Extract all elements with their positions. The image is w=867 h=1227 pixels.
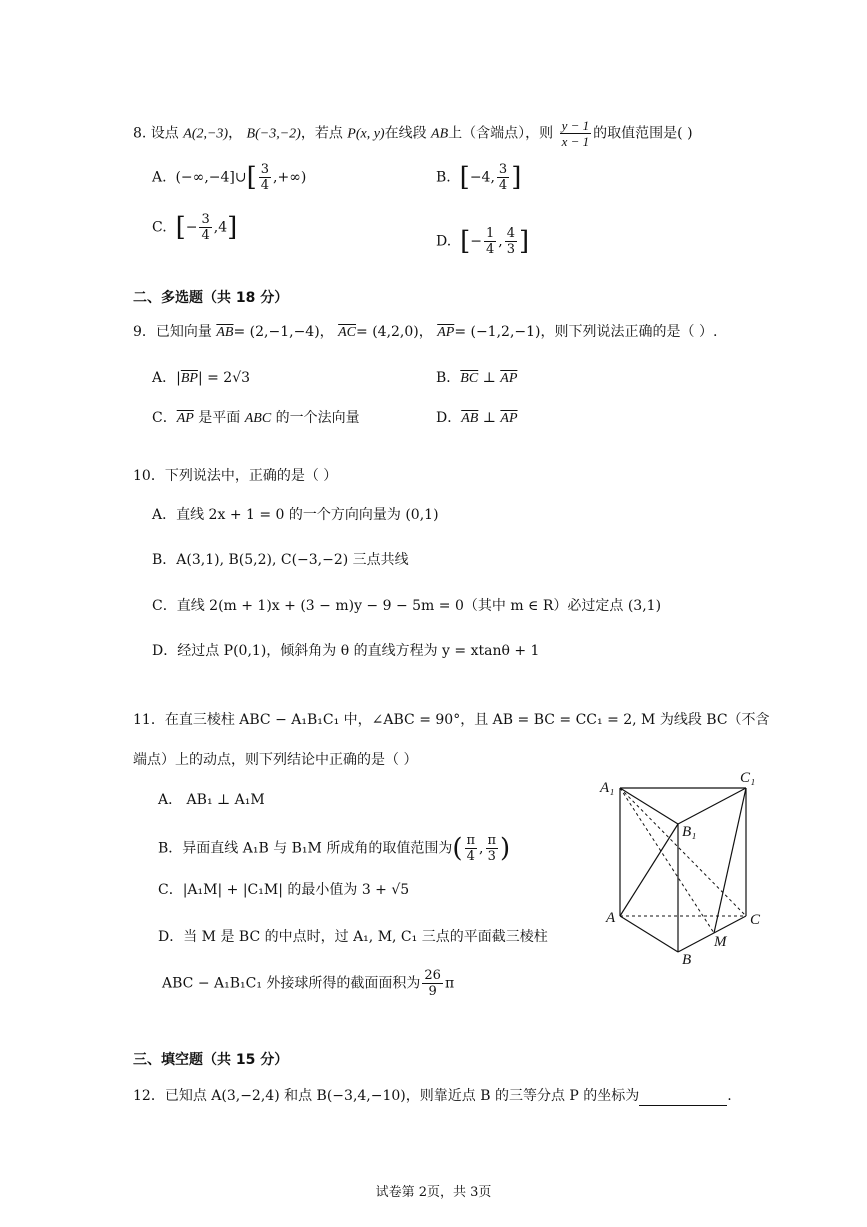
segment-a1m-hidden (620, 788, 714, 933)
label-a: A (606, 910, 616, 926)
option-text: = 2√3 (207, 370, 251, 386)
option-label: C． (152, 410, 177, 426)
edge-a1b1 (620, 788, 678, 824)
frac-num: 3 (201, 212, 210, 227)
vector-ap: $\overline{AP}$ (437, 325, 455, 340)
q8-stem-part: 的取值范围是( ) (593, 125, 693, 142)
segment-a1c-hidden (620, 788, 746, 916)
q8-stem-part: 8. 设点 (133, 125, 179, 142)
frac-den: 4 (498, 178, 508, 193)
segment-mc1 (714, 788, 746, 933)
q9-option-c (152, 408, 360, 429)
edge-ab (620, 916, 678, 952)
q9-stem (133, 322, 717, 343)
vector-ac: $\overline{AC}$ (338, 325, 357, 340)
option-label: D． (436, 410, 462, 426)
frac-den: 4 (485, 242, 495, 257)
frac-den: 4 (201, 228, 210, 243)
q9-option-a: A．$|\overline{BP}| = 2√3$ (152, 370, 251, 386)
vector-bp: $\overline{BP}$ (180, 371, 198, 386)
vector-ab: $\overline{AB}$ (216, 325, 234, 340)
q8-option-c: C. [− $\frac{3}{4}$ ,4] (152, 212, 238, 243)
answer-blank[interactable] (639, 1091, 727, 1106)
q9-option-d (436, 408, 518, 429)
label-c1: C₁ (740, 770, 756, 786)
page-footer: 试卷第 2页，共 3页 (375, 1185, 492, 1200)
q10-option-c: C．直线 2(m + 1)x + (3 − m)y − 9 − 5m = 0（其中 m ∈ R）必过定点 (3,1) (152, 598, 662, 614)
vector-ap: $\overline{AP}$ (500, 411, 518, 426)
q8-frac-num: y − 1 (561, 118, 590, 133)
q11-option-d-line2 (162, 968, 454, 999)
label-c: C (750, 912, 761, 928)
option-label: D. (436, 233, 452, 250)
q8-point-b: B(−3,−2) (246, 126, 301, 142)
option-text: (−∞,−4]∪ (175, 169, 247, 186)
option-label: A． (152, 370, 177, 386)
frac-den: 3 (506, 242, 515, 257)
option-text: B．异面直线 A₁B 与 B₁M 所成角的取值范围为 (158, 840, 453, 857)
option-label: C. (152, 219, 167, 236)
q11-stem-line2: 端点）上的动点，则下列结论中正确的是（ ） (133, 752, 418, 768)
option-text: − (470, 233, 482, 250)
q12-tail: . (727, 1088, 732, 1104)
label-b1: B₁ (682, 824, 697, 840)
q8-fraction (560, 118, 592, 149)
frac-num: π (487, 833, 497, 848)
option-text: ABC − A₁B₁C₁ 外接球所得的截面面积为 (162, 975, 421, 992)
label-a1: A₁ (600, 780, 615, 796)
q10-option-b: B．A(3,1), B(5,2), C(−3,−2) 三点共线 (152, 552, 409, 568)
q10-option-d: D．经过点 P(0,1)，倾斜角为 θ 的直线方程为 y = xtanθ + 1 (152, 643, 540, 659)
vector-ap: $\overline{AP}$ (176, 411, 194, 426)
q11-option-d-line1: D．当 M 是 BC 的中点时，过 A₁, M, C₁ 三点的平面截三棱柱 (158, 929, 548, 945)
q8-stem-part: ，若点 (300, 125, 343, 142)
q8-option-a: A. (−∞,−4]∪[ $\frac{3}{4}$ ,+∞) (152, 162, 307, 193)
frac-den: 4 (466, 849, 475, 864)
edge-bc (678, 916, 746, 952)
q11-option-c: C．|A₁M| + |C₁M| 的最小值为 3 + √5 (158, 882, 410, 898)
frac-den: 4 (260, 178, 270, 193)
q12-text: 12．已知点 A(3,−2,4) 和点 B(−3,4,−10)，则靠近点 B 的三等分点 P 的坐标为 (133, 1088, 640, 1104)
q8-point-p: P(x, y) (347, 126, 385, 142)
option-label: A. (152, 169, 167, 186)
frac-num: 4 (506, 226, 515, 241)
option-text: − (185, 219, 198, 236)
frac-num: 3 (260, 162, 270, 177)
option-label: B. (436, 169, 451, 186)
option-text: 的一个法向量 (275, 410, 360, 426)
frac-den: 9 (428, 984, 437, 999)
option-text: π (444, 975, 455, 992)
q9-stem-part: = (4,2,0)， (356, 324, 433, 340)
vector-bc: $\overline{BC}$ (460, 371, 479, 386)
vector-ab: $\overline{AB}$ (461, 411, 479, 426)
q9-stem-part: = (−1,2,−1)，则下列说法正确的是（ ）. (454, 324, 718, 340)
frac-num: 3 (498, 162, 508, 177)
plane-abc: ABC (244, 411, 272, 426)
prism-figure (598, 766, 778, 966)
q9-option-b (436, 368, 517, 389)
q11-stem-line1: 11．在直三棱柱 ABC − A₁B₁C₁ 中，∠ABC = 90°，且 AB = BC = CC₁ = 2, M 为线段 BC（不含 (133, 712, 770, 728)
label-b: B (682, 952, 692, 966)
option-text: ,+∞) (273, 169, 307, 186)
q12-stem (133, 1086, 732, 1106)
option-text: −4, (469, 169, 495, 186)
q8-stem: 8. 设点 A(2,−3)， B(−3,−2)，若点 P(x, y)在线段 AB上（含端点），则 $\frac{y - 1}{x - 1}$ 的取值范围是( ) (133, 118, 693, 149)
perp-symbol: ⊥ (478, 410, 501, 426)
q8-option-b: B. [−4, $\frac{3}{4}$ ] (436, 162, 522, 193)
label-m: M (714, 934, 727, 950)
q10-stem: 10．下列说法中，正确的是（ ） (133, 468, 338, 484)
frac-num: π (466, 833, 476, 848)
q9-stem-part: 9．已知向量 (133, 324, 212, 340)
frac-num: 26 (424, 968, 441, 983)
q8-point-a: A(2,−3) (183, 126, 229, 142)
option-text: ,4 (213, 219, 228, 236)
section-title: 三、填空题（共 15 分） (133, 1052, 289, 1068)
q8-segment: AB (431, 126, 449, 142)
frac-den: 3 (487, 849, 496, 864)
q10-option-a: A．直线 2x + 1 = 0 的一个方向向量为 (0,1) (152, 507, 439, 523)
q11-option-a: A． AB₁ ⊥ A₁M (158, 792, 265, 808)
vector-ap: $\overline{AP}$ (500, 371, 518, 386)
perp-symbol: ⊥ (478, 370, 501, 386)
frac-num: 1 (485, 226, 495, 241)
edge-b1c1 (678, 788, 746, 824)
q9-stem-part: = (2,−1,−4)， (233, 324, 334, 340)
q8-stem-part: 在线段 (384, 125, 427, 142)
q11-option-b: B．异面直线 A₁B 与 B₁M 所成角的取值范围为( $\frac{\pi}{4}$ , $\frac{\pi}{3}$ ) (158, 833, 511, 864)
q8-option-d: D. [− $\frac{1}{4}$ , $\frac{4}{3}$ ] (436, 226, 530, 257)
q8-stem-part: 上（含端点），则 (448, 125, 554, 142)
option-label: B． (436, 370, 461, 386)
q8-frac-den: x − 1 (561, 134, 590, 149)
segment-ab1 (620, 824, 678, 916)
section-title: 二、多选题（共 18 分） (133, 290, 289, 306)
option-text: 是平面 (198, 410, 241, 426)
